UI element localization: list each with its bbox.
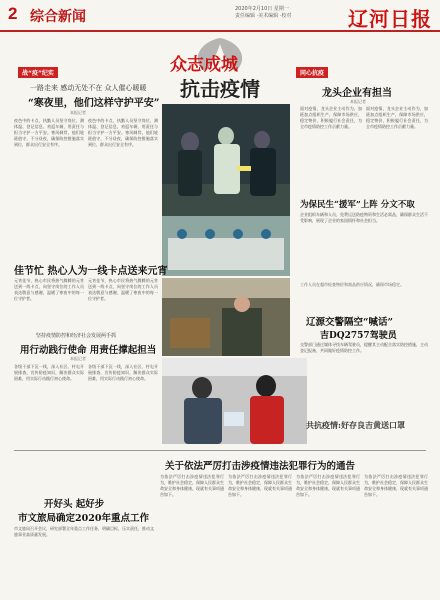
mask-donation-photo: [162, 358, 307, 444]
date-text: 2020年2月10日 星期一: [235, 6, 289, 12]
body-bottom-notice-4: 为依法严厉打击涉疫情违法犯罪行为，维护社会稳定，保障人民群众生命安全和身体健康，现就有关事项通告如下。: [364, 474, 428, 497]
editor-text: 责任编辑 ·美术编辑 ·校对: [235, 13, 292, 19]
headline-right-mid: 为保民生“援军”上阵 分文不取: [300, 200, 415, 210]
body-left-low: 各级干部下沉一线，深入社区、村屯开展排查，宣传防疫知识，解决群众实际困难，用实际行动践行初心使命。: [14, 364, 84, 381]
page-header: [0, 0, 440, 32]
kicker-left-low: 坚持疫情防控和经济社会发展两手抓: [36, 333, 117, 339]
headline-bottom-notice: 关于依法严厉打击涉疫情违法犯罪行为的通告: [165, 461, 356, 472]
byline-left-low: 本报记者: [70, 356, 86, 361]
body-right-low: 交警部门通过媒体寻找车辆驾驶员，提醒其主动配合落实防控措施，主动登记报备，共同做好疫情防控工作。: [300, 342, 428, 353]
tag-left-top: 战“疫”纪实: [18, 67, 58, 78]
body-bottom-notice-2: 为依法严厉打击涉疫情违法犯罪行为，维护社会稳定，保障人民群众生命安全和身体健康，现就有关事项通告如下。: [228, 474, 292, 497]
headline-left-top: “寒夜里，他们这样守护平安”: [28, 98, 160, 109]
date-line: [235, 6, 355, 20]
masthead: 辽河日报: [348, 7, 432, 31]
headline-right-low: 辽源交警隔空“喊话”: [306, 317, 393, 328]
body-right-top: 面对疫情，龙头企业主动作为，加班加点组织生产，保障市场供应，稳定物价，积极履行社会责任，为全市疫情防控工作贡献力量。: [300, 106, 362, 129]
body-left-mid: 元宵佳节，热心市民将热气腾腾的元宵送到一线卡点，向坚守岗位的工作人员表达敬意与感谢，温暖了寒夜中的每一位守护者。: [14, 278, 84, 301]
body-left-top-2: 夜色中的卡点，执勤人员坚守岗位，测体温、登记信息、劝返车辆，用责任与担当守护一方平安。寒风刺骨，他们轮班值守，不分昼夜，确保防控措施落实到位，群众出行安全有序。: [88, 118, 158, 147]
body-bottom-left: 市文旅局召开会议，研究部署全年重点工作任务，明确目标，压实责任，推动文旅事业高质量发展。: [14, 526, 154, 537]
subhead-right-low: 吉DQ2757驾驶员: [320, 331, 397, 341]
body-right-top-2: 面对疫情，龙头企业主动作为，加班加点组织生产，保障市场供应，稳定物价，积极履行社会责任，为全市疫情防控工作贡献力量。: [366, 106, 428, 129]
banner-art-text: 众志成城: [170, 55, 238, 75]
body-right-mid: 企业组织车辆和人员，免费运送防疫物资和生活必需品，确保群众生活不受影响，展现了企业的家国情怀和社会担当。: [300, 212, 428, 223]
headline-right-banner: 共抗疫情:好存良吉黄送口罩: [306, 420, 405, 430]
headline-bottom-left-1: 开好头 起好步: [44, 499, 105, 510]
byline-right-top: 本报记者: [350, 99, 366, 104]
supermarket-photo: [162, 278, 290, 356]
night-checkpoint-photo: [162, 104, 290, 216]
headline-bottom-left-2: 市文旅局确定2020年重点工作: [18, 513, 149, 524]
body-left-top: 夜色中的卡点，执勤人员坚守岗位，测体温、登记信息、劝返车辆，用责任与担当守护一方平安。寒风刺骨，他们轮班值守，不分昼夜，确保防控措施落实到位，群众出行安全有序。: [14, 118, 84, 147]
banner-art: [150, 34, 290, 104]
headline-right-top: 龙头企业有担当: [322, 88, 392, 99]
byline-left-top: 本报记者: [70, 110, 86, 115]
tag-right-top: 同心抗疫: [296, 67, 328, 78]
kicker-left-top: 一路走来 感动无处不在 众人催心暖暖: [30, 84, 147, 92]
body-bottom-notice-3: 为依法严厉打击涉疫情违法犯罪行为，维护社会稳定，保障人民群众生命安全和身体健康，现就有关事项通告如下。: [296, 474, 360, 497]
headline-left-mid: 佳节忙 热心人为一线卡点送来元宵: [14, 266, 168, 277]
headline-left-low: 用行动践行使命 用责任撑起担当: [20, 345, 157, 356]
banner-title: 抗击疫情: [180, 77, 260, 101]
body-left-mid-2: 元宵佳节，热心市民将热气腾腾的元宵送到一线卡点，向坚守岗位的工作人员表达敬意与感谢，温暖了寒夜中的每一位守护者。: [88, 278, 158, 301]
section-rule: [14, 450, 426, 451]
body-left-low-2: 各级干部下沉一线，深入社区、村屯开展排查，宣传防疫知识，解决群众实际困难，用实际行动践行初心使命。: [88, 364, 158, 381]
section-title: 综合新闻: [30, 8, 86, 24]
body-bottom-notice: 为依法严厉打击涉疫情违法犯罪行为，维护社会稳定，保障人民群众生命安全和身体健康，现就有关事项通告如下。: [160, 474, 224, 497]
photo-caption: 工作人员在超市检查物价和商品供应情况，确保市场稳定。: [300, 282, 404, 287]
factory-photo: [162, 216, 290, 276]
page-number: 2: [8, 4, 18, 23]
